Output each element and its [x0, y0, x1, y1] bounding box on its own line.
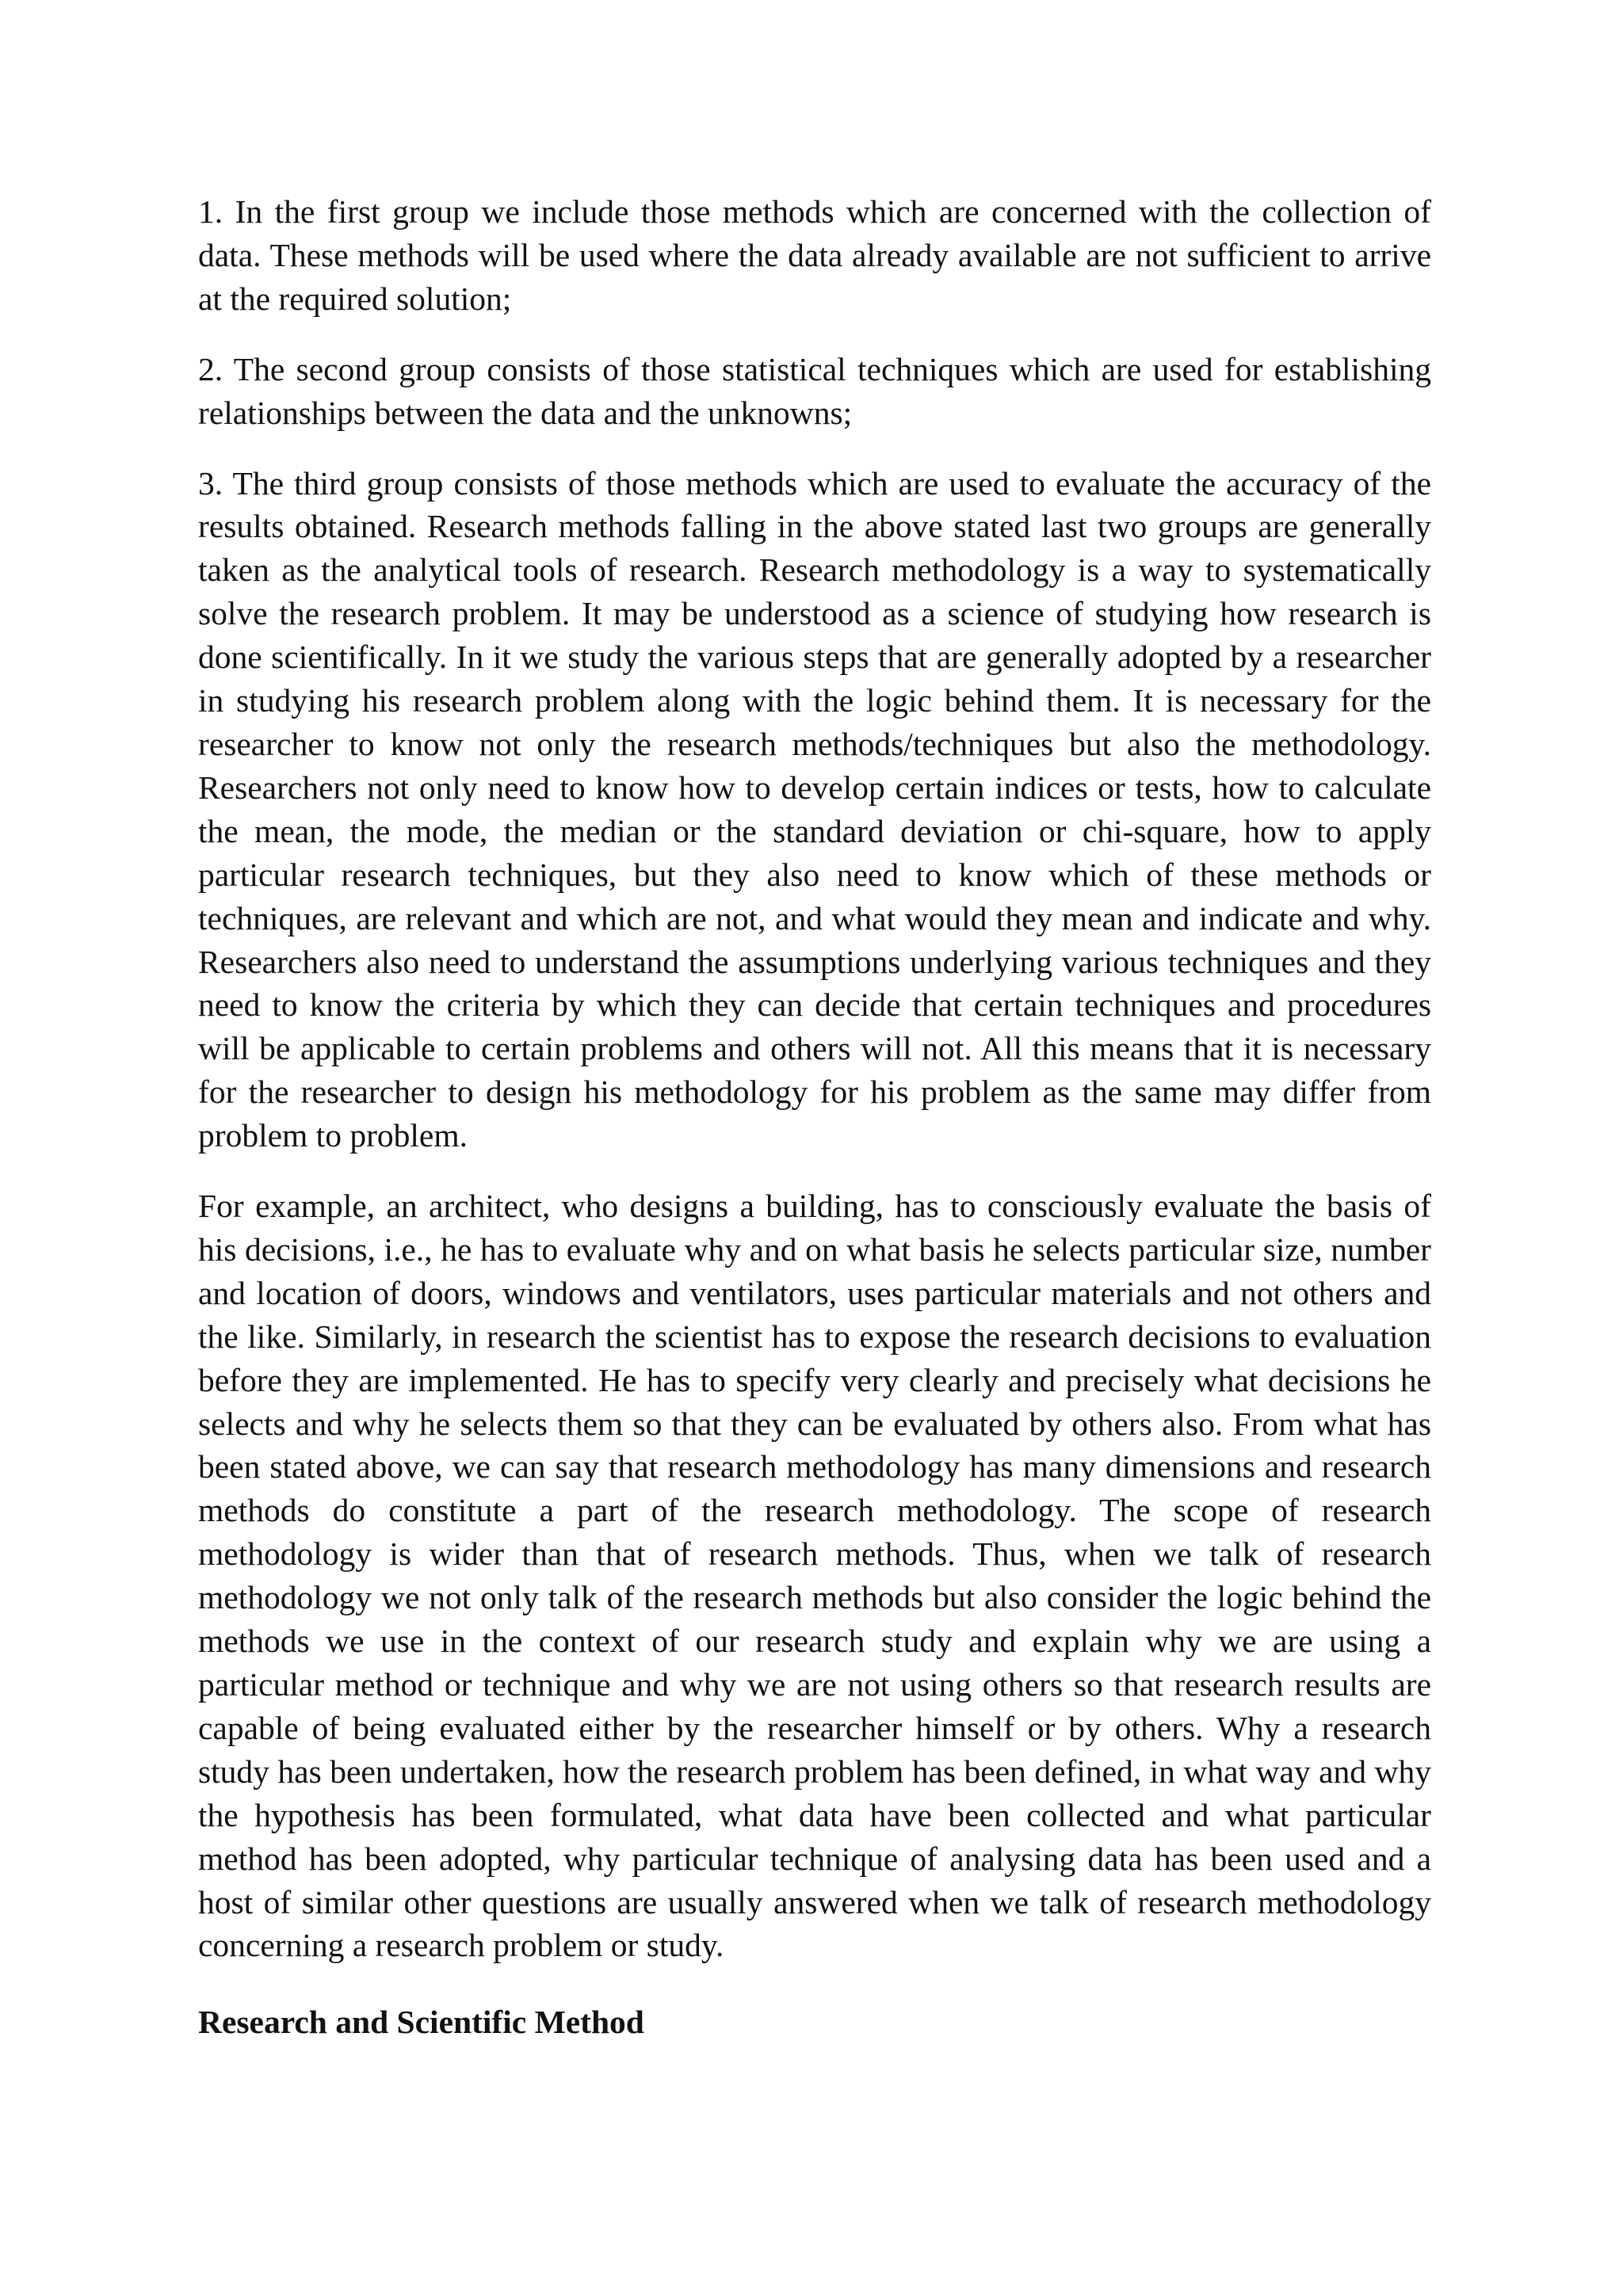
paragraph-second-group: 2. The second group consists of those statistical techniques which are used for establishing relationships between the data and the unknowns;	[198, 350, 1431, 431]
document-body	[198, 190, 1431, 2044]
section-heading: Research and Scientific Method	[198, 2004, 644, 2041]
paragraph-architect-example: For example, an architect, who designs a building, has to consciously evaluate the basis of his decisions, i.e., he has to evaluate why and on what basis he selects particular size, number and location of doors, windows and ventilators, uses particular materials and not others and the like. Similarly, in research the scientist has to expose the research decisions to evaluation before they are implemented. He has to specify very clearly and precisely what decisions he selects and why he selects them so that they can be evaluated by others also. From what has been stated above, we can say that research methodology has many dimensions and research methods do constitute a part of the research methodology. The scope of research methodology is wider than that of research methods. Thus, when we talk of research methodology we not only talk of the research methods but also consider the logic behind the methods we use in the context of our research study and explain why we are using a particular method or technique and why we are not using others so that research results are capable of being evaluated either by the researcher himself or by others. Why a research study has been undertaken, how the research problem has been defined, in what way and why the hypothesis has been formulated, what data have been collected and what particular method has been adopted, why particular technique of analysing data has been used and a host of similar other questions are usually answered when we talk of research methodology concerning a research problem or study.	[198, 1188, 1431, 1964]
paragraph-first-group: 1. In the first group we include those methods which are concerned with the collection of data. These methods will be used where the data already available are not sufficient to arrive at the required solution;	[198, 193, 1431, 317]
paragraph-third-group: 3. The third group consists of those methods which are used to evaluate the accuracy of the results obtained. Research methods falling in the above stated last two groups are generally taken as the analytical tools of research. Research methodology is a way to systematically solve the research problem. It may be understood as a science of studying how research is done scientifically. In it we study the various steps that are generally adopted by a researcher in studying his research problem along with the logic behind them. It is necessary for the researcher to know not only the research methods/techniques but also the methodology. Researchers not only need to know how to develop certain indices or tests, how to calculate the mean, the mode, the median or the standard deviation or chi-square, how to apply particular research techniques, but they also need to know which of these methods or techniques, are relevant and which are not, and what would they mean and indicate and why. Researchers also need to understand the assumptions underlying various techniques and they need to know the criteria by which they can decide that certain techniques and procedures will be applicable to certain problems and others will not. All this means that it is necessary for the researcher to design his methodology for his problem as the same may differ from problem to problem.	[198, 464, 1431, 1154]
